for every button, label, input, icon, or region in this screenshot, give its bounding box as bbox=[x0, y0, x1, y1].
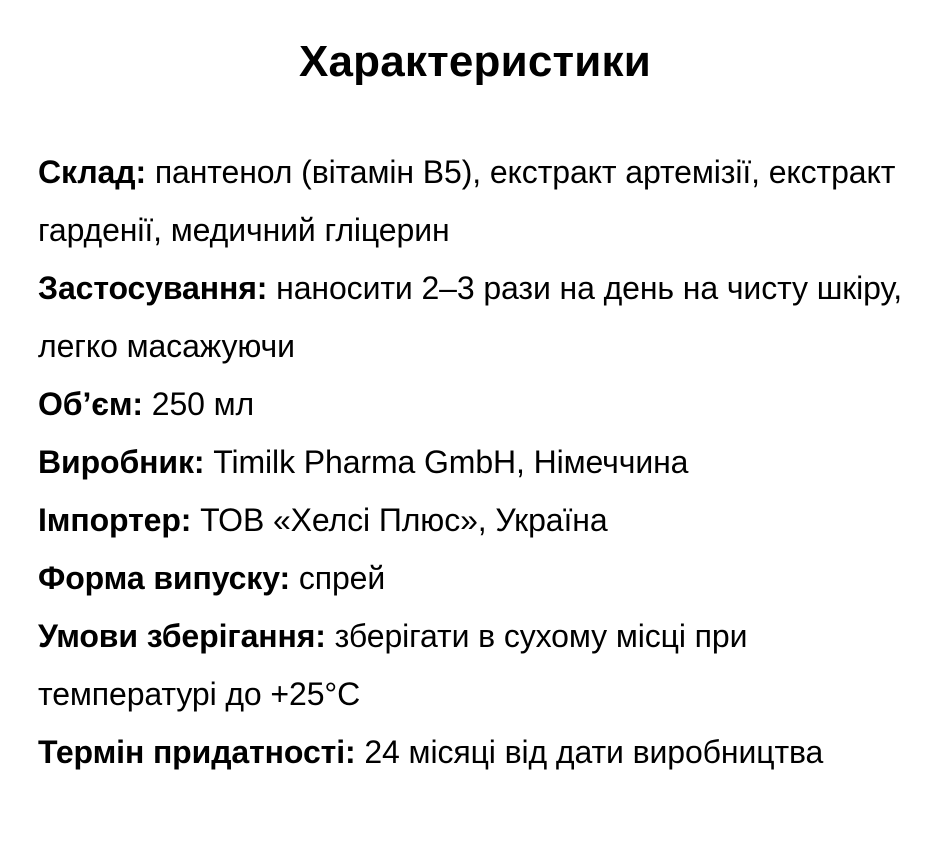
page-title: Характеристики bbox=[298, 37, 652, 86]
spec-storage bbox=[38, 607, 918, 723]
spec-manufacturer bbox=[38, 433, 918, 491]
spec-usage bbox=[38, 259, 918, 375]
spec-value: Timilk Pharma GmbH, Німеччина bbox=[213, 444, 689, 480]
spec-label: Об’єм: bbox=[38, 386, 143, 422]
spec-value: пантенол (вітамін B5), екстракт артемізії, екстракт гарденії, медичний гліцерин bbox=[38, 154, 896, 248]
spec-value: спрей bbox=[298, 560, 386, 596]
spec-value: 250 мл bbox=[151, 386, 255, 422]
spec-label: Імпортер: bbox=[38, 502, 192, 538]
specs-list bbox=[38, 143, 918, 781]
spec-label: Застосування: bbox=[38, 270, 268, 306]
spec-shelf-life bbox=[38, 723, 918, 781]
spec-label: Форма випуску: bbox=[38, 560, 291, 596]
spec-volume bbox=[38, 375, 918, 433]
spec-label: Склад: bbox=[38, 154, 147, 190]
spec-value: наносити 2–3 рази на день на чисту шкіру, легко масажуючи bbox=[38, 270, 903, 364]
spec-value: зберігати в сухому місці при температурі до +25°C bbox=[38, 618, 748, 712]
spec-value: ТОВ «Хелсі Плюс», Україна bbox=[200, 502, 608, 538]
spec-form bbox=[38, 549, 918, 607]
spec-importer bbox=[38, 491, 918, 549]
spec-value: 24 місяці від дати виробництва bbox=[364, 734, 824, 770]
spec-composition bbox=[38, 143, 918, 259]
spec-label: Виробник: bbox=[38, 444, 205, 480]
spec-label: Умови зберігання: bbox=[38, 618, 326, 654]
spec-label: Термін придатності: bbox=[38, 734, 356, 770]
